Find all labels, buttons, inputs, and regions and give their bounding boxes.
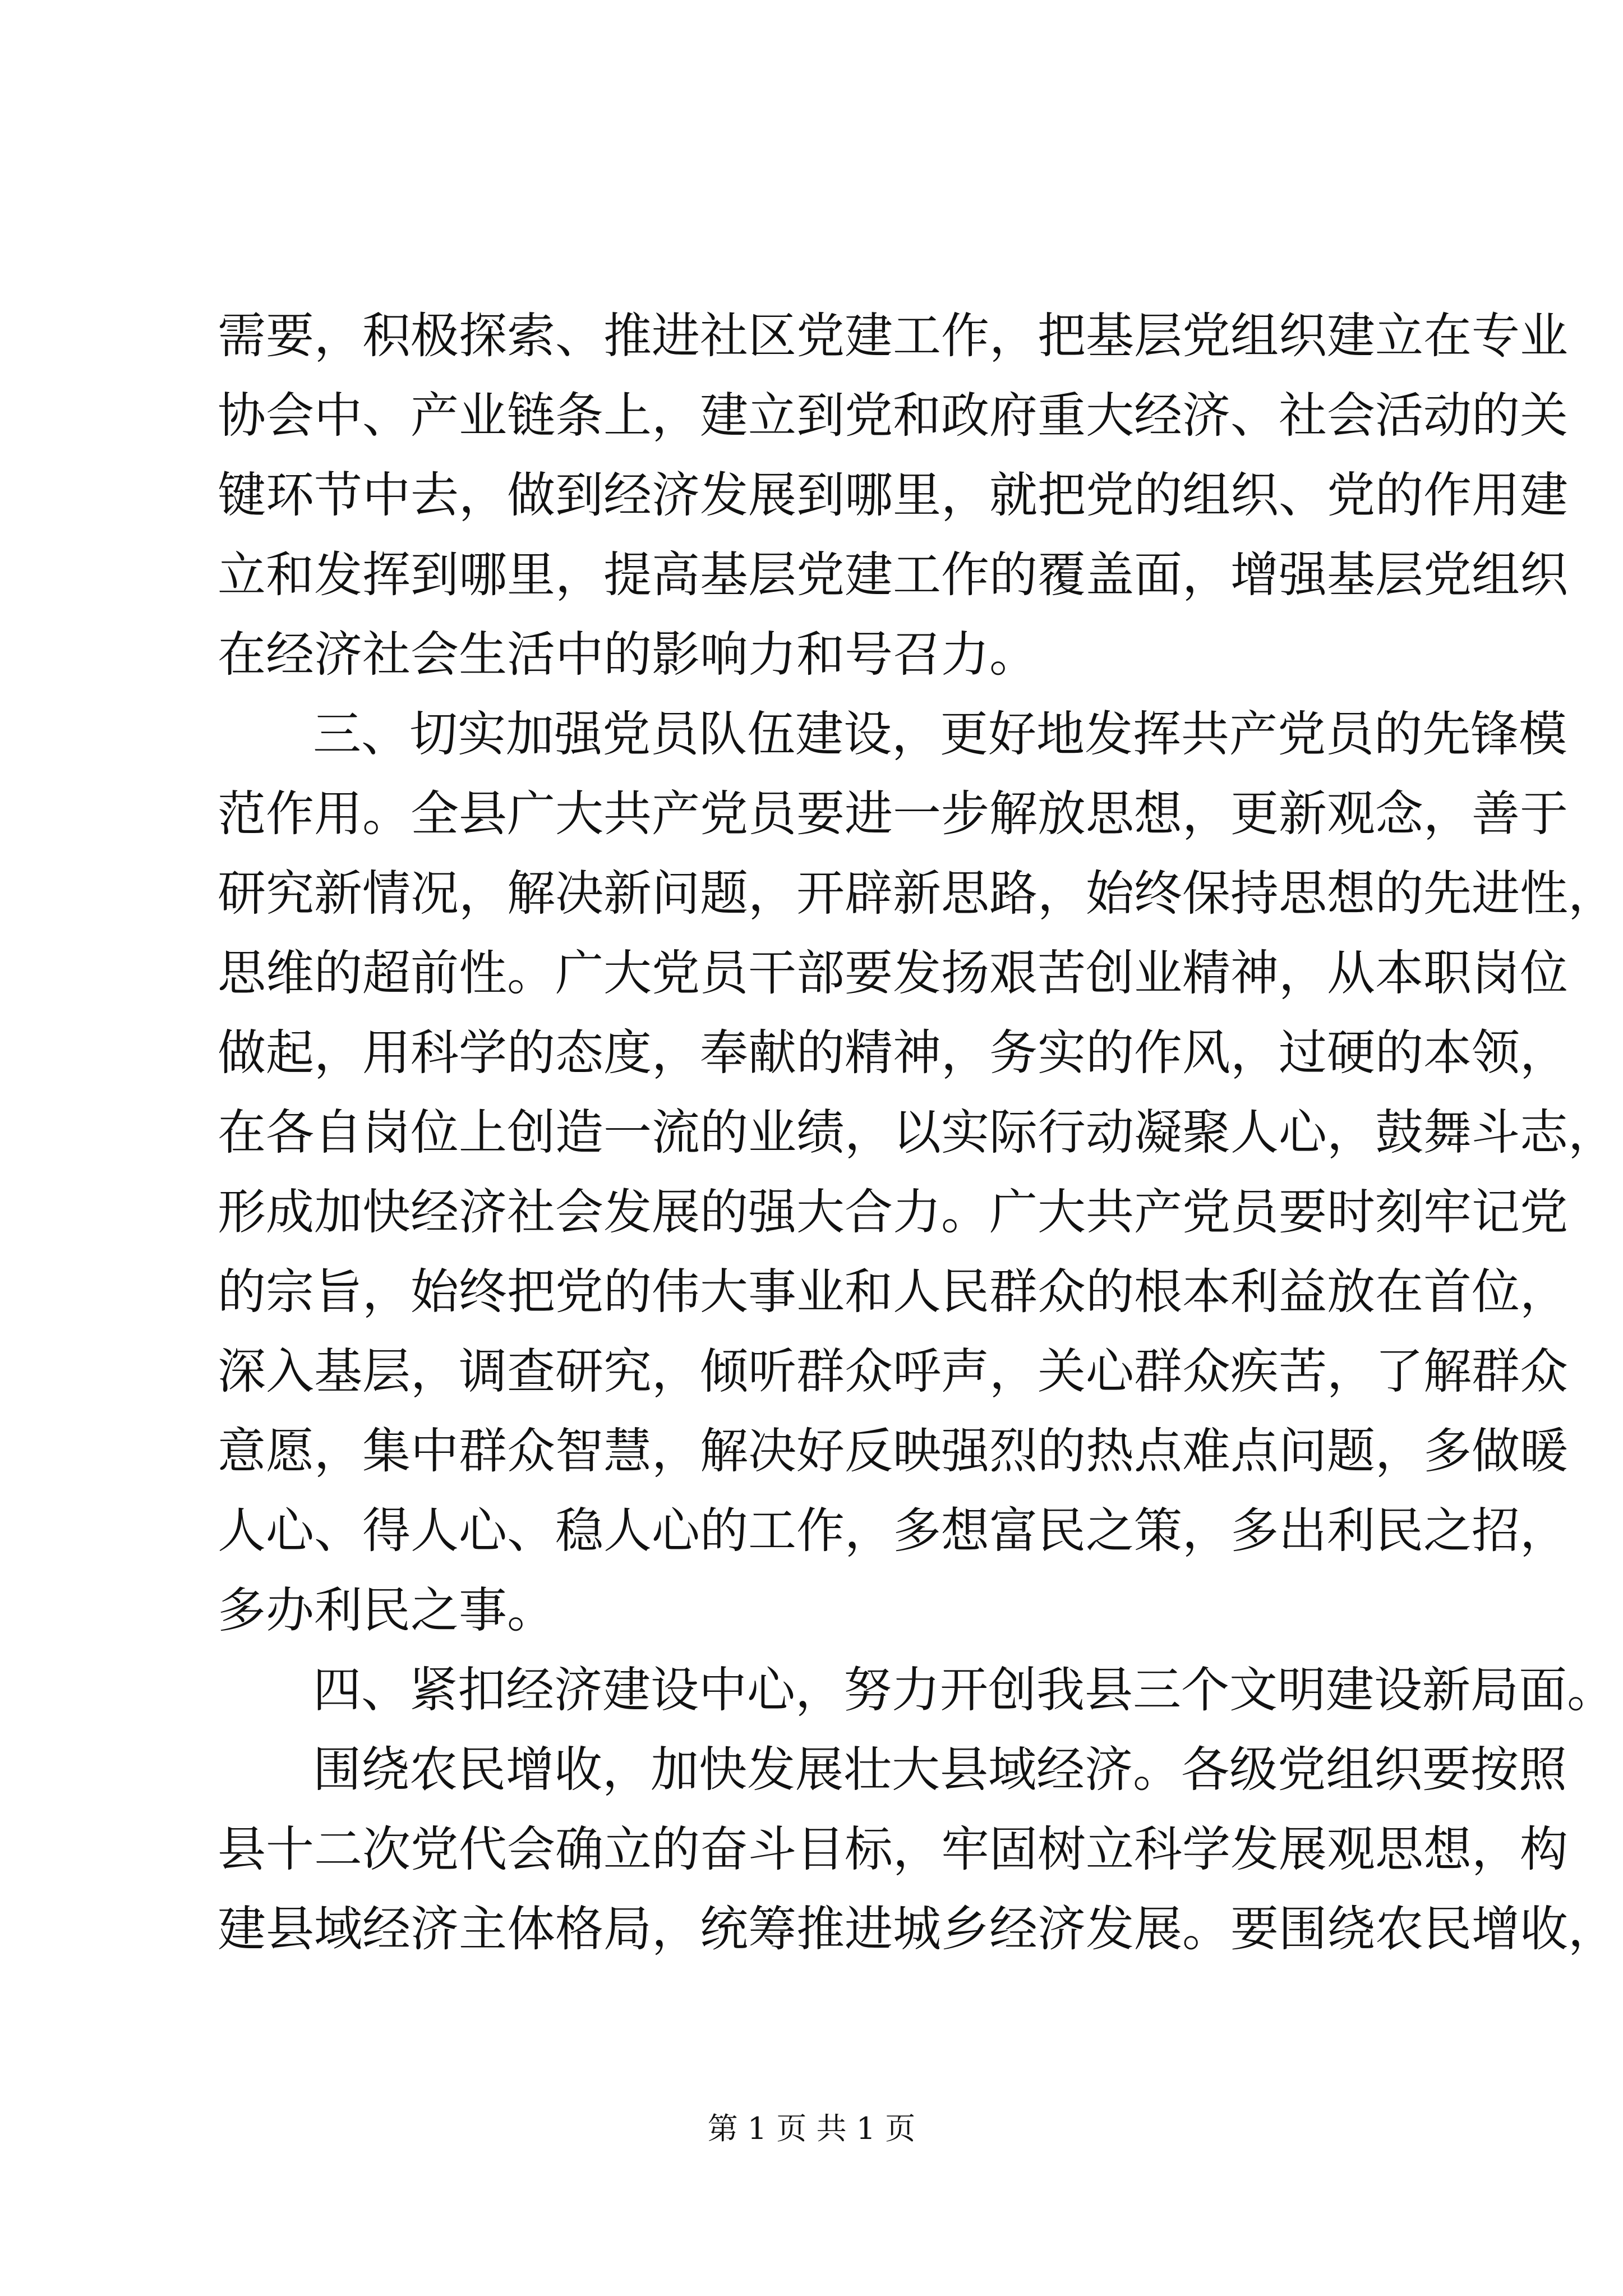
paragraph-1: [218, 296, 1568, 694]
text-line: 做起，用科学的态度，奉献的精神，务实的作风，过硬的本领，: [218, 1025, 1568, 1081]
text-line: 在各自岗位上创造一流的业绩，以实际行动凝聚人心，鼓舞斗志，: [218, 1105, 1616, 1161]
text-line: 围绕农民增收，加快发展壮大县域经济。各级党组织要按照: [313, 1742, 1567, 1798]
text-line: 范作用。全县广大共产党员要进一步解放思想，更新观念，善于: [218, 786, 1568, 842]
text-line: 协会中、产业链条上，建立到党和政府重大经济、社会活动的关: [218, 388, 1568, 444]
page-number: 第 1 页 共 1 页: [707, 2111, 916, 2146]
text-line: 立和发挥到哪里，提高基层党建工作的覆盖面，增强基层党组织: [218, 547, 1568, 603]
text-line: 在经济社会生活中的影响力和号召力。: [218, 627, 1038, 683]
text-line: 思维的超前性。广大党员干部要发扬艰苦创业精神，从本职岗位: [218, 945, 1568, 1001]
text-line: 的宗旨，始终把党的伟大事业和人民群众的根本利益放在首位，: [218, 1264, 1568, 1320]
text-line: 建县域经济主体格局，统筹推进城乡经济发展。要围绕农民增收，: [218, 1901, 1616, 1957]
text-line: 意愿，集中群众智慧，解决好反映强烈的热点难点问题，多做暖: [218, 1423, 1568, 1479]
paragraph-4: [218, 1730, 1616, 1969]
text-line: 人心、得人心、稳人心的工作，多想富民之策，多出利民之招，: [218, 1503, 1568, 1559]
text-line: 研究新情况，解决新问题，开辟新思路，始终保持思想的先进性，: [218, 866, 1616, 922]
text-line: 多办利民之事。: [218, 1582, 555, 1639]
paragraph-3: [218, 1650, 1615, 1730]
text-line: 形成加快经济社会发展的强大合力。广大共产党员要时刻牢记党: [218, 1184, 1568, 1240]
section-heading: 四、紧扣经济建设中心，努力开创我县三个文明建设新局面。: [313, 1662, 1615, 1718]
text-line: 需要，积极探索、推进社区党建工作，把基层党组织建立在专业: [218, 308, 1568, 364]
page-footer: [0, 2109, 1623, 2148]
text-line: 深入基层，调查研究，倾听群众呼声，关心群众疾苦，了解群众: [218, 1343, 1568, 1400]
document-body: [218, 296, 1616, 1969]
text-line: 县十二次党代会确立的奋斗目标，牢固树立科学发展观思想，构: [218, 1821, 1568, 1878]
text-line: 三、切实加强党员队伍建设，更好地发挥共产党员的先锋模: [313, 706, 1567, 762]
paragraph-2: [218, 694, 1616, 1650]
text-line: 键环节中去，做到经济发展到哪里，就把党的组织、党的作用建: [218, 467, 1568, 523]
